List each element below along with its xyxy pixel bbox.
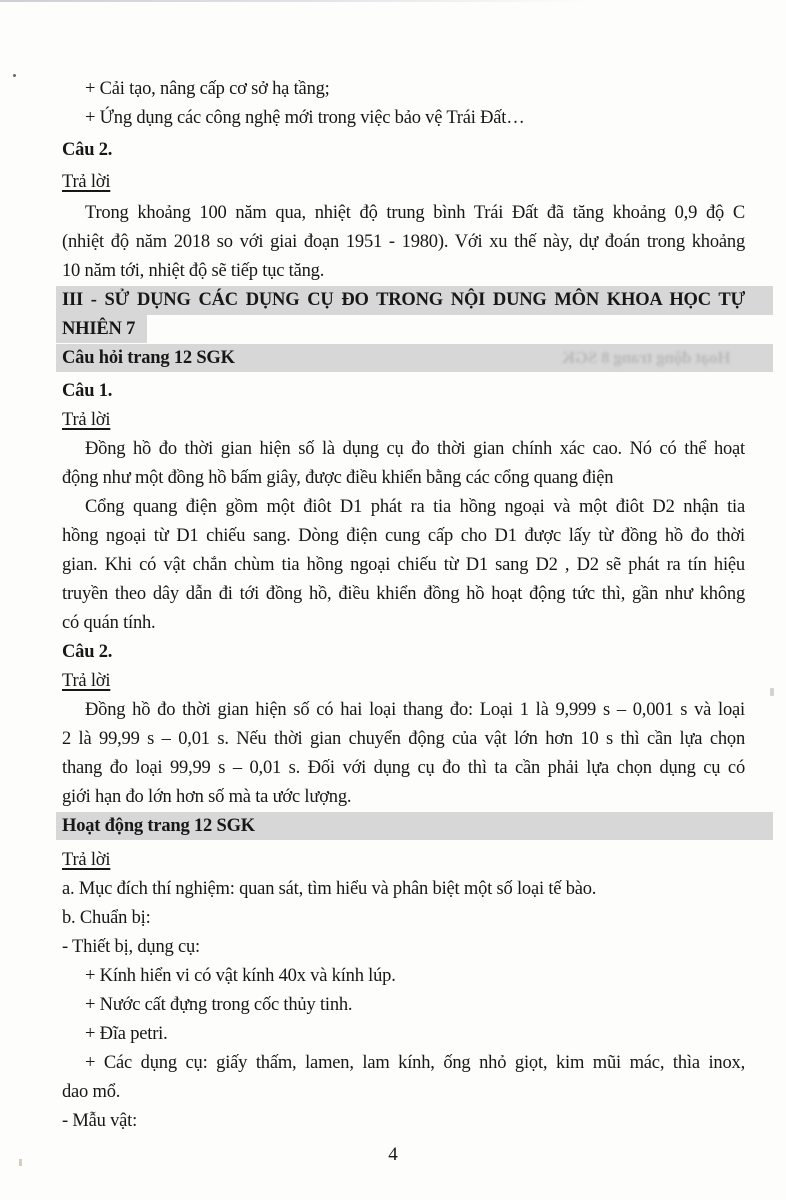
- scan-speck: [770, 688, 774, 696]
- answer-item-a: a. Mục đích thí nghiệm: quan sát, tìm hiểu và phân biệt một số loại tế bào.: [62, 879, 597, 899]
- section-iii-heading-line-2: [62, 315, 745, 344]
- section-iii-heading-line-1: III - SỬ DỤNG CÁC DỤNG CỤ ĐO TRONG NỘI DUNG MÔN KHOA HỌC TỰ: [56, 286, 773, 315]
- tools-item-line-1: + Các dụng cụ: giấy thấm, lamen, lam kính, ống nhỏ giọt, kim mũi mác, thìa inox,: [85, 1053, 745, 1073]
- paragraph-climate-line-3: 10 năm tới, nhiệt độ sẽ tiếp tục tăng.: [62, 261, 325, 281]
- paragraph-scale-line-4: giới hạn đo lớn hơn số mà ta ước lượng.: [62, 787, 352, 807]
- bar-label: Câu hỏi trang 12 SGK: [62, 347, 235, 368]
- paragraph-clock-line-1: Đồng hồ đo thời gian hiện số là dụng cụ đo thời gian chính xác cao. Nó có thể hoạt: [85, 439, 745, 459]
- paragraph-climate-line-1: Trong khoảng 100 năm qua, nhiệt độ trung bình Trái Đất đã tăng khoảng 0,9 độ C: [85, 203, 745, 223]
- heading-cau-1: Câu 1.: [62, 381, 113, 401]
- answer-label: Trả lời: [62, 671, 111, 691]
- highlight-bar-hoat-dong-trang-12: [56, 812, 773, 840]
- equipment-item-petri: + Đĩa petri.: [85, 1024, 168, 1044]
- page-content: [62, 72, 745, 1136]
- scan-edge-artifact: [0, 0, 786, 2]
- highlight-bar-cau-hoi-trang-12: [56, 344, 773, 372]
- answer-item-b: b. Chuẩn bị:: [62, 908, 151, 928]
- bleed-through-text: Hoạt động trang 8 SGK: [562, 348, 731, 367]
- heading-cau-2: Câu 2.: [62, 140, 113, 160]
- paragraph-gate-line-4: truyền theo dây dẫn đi tới đồng hồ, điều khiển đồng hồ hoạt động tức thì, gần như không: [62, 584, 745, 604]
- paragraph-gate-line-2: hồng ngoại từ D1 chiếu sang. Dòng điện cung cấp cho D1 được lấy từ đồng hồ đo thời: [62, 526, 745, 546]
- equipment-item-water: + Nước cất đựng trong cốc thủy tinh.: [85, 995, 353, 1015]
- paragraph-climate-line-2: (nhiệt độ năm 2018 so với giai đoạn 1951 - 1980). Với xu thế này, dự đoán trong khoảng: [62, 232, 745, 252]
- paragraph-scale-line-1: Đồng hồ đo thời gian hiện số có hai loại thang đo: Loại 1 là 9,999 s – 0,001 s và loại: [85, 700, 745, 720]
- list-item-technology: + Ứng dụng các công nghệ mới trong việc bảo vệ Trái Đất…: [85, 108, 525, 128]
- paragraph-scale-line-3: thang đo loại 99,99 s – 0,01 s. Đối với dụng cụ đo thì ta cần phải lựa chọn dụng cụ có: [62, 758, 745, 778]
- list-item-infrastructure: + Cải tạo, nâng cấp cơ sở hạ tầng;: [85, 79, 330, 99]
- heading-cau-2b: Câu 2.: [62, 642, 113, 662]
- paragraph-gate-line-3: gian. Khi có vật chắn chùm tia hồng ngoại chiếu từ D1 sang D2 , D2 sẽ phát ra tín hiệu: [62, 555, 745, 575]
- paragraph-gate-line-5: có quán tính.: [62, 613, 156, 633]
- paragraph-scale-line-2: 2 là 99,99 s – 0,01 s. Nếu thời gian chuyển động của vật lớn hơn 10 s thì cần lựa chọn: [62, 729, 745, 749]
- equipment-heading: - Thiết bị, dụng cụ:: [62, 937, 200, 957]
- answer-label: Trả lời: [62, 850, 111, 870]
- section-iii-heading-highlight: NHIÊN 7: [56, 315, 147, 343]
- specimen-heading: - Mẫu vật:: [62, 1111, 138, 1131]
- answer-label: Trả lời: [62, 410, 111, 430]
- paragraph-gate-line-1: Cổng quang điện gồm một điôt D1 phát ra tia hồng ngoại và một điôt D2 nhận tia: [85, 497, 745, 517]
- scan-speck: [13, 74, 16, 77]
- page-number: 4: [388, 1144, 398, 1165]
- tools-item-line-2: dao mổ.: [62, 1082, 121, 1102]
- answer-label: Trả lời: [62, 172, 111, 192]
- paragraph-clock-line-2: động như một đồng hồ bấm giây, được điều khiển bằng các cổng quang điện: [62, 468, 614, 488]
- equipment-item-microscope: + Kính hiển vi có vật kính 40x và kính lúp.: [85, 966, 396, 986]
- bar-label: Hoạt động trang 12 SGK: [62, 815, 255, 836]
